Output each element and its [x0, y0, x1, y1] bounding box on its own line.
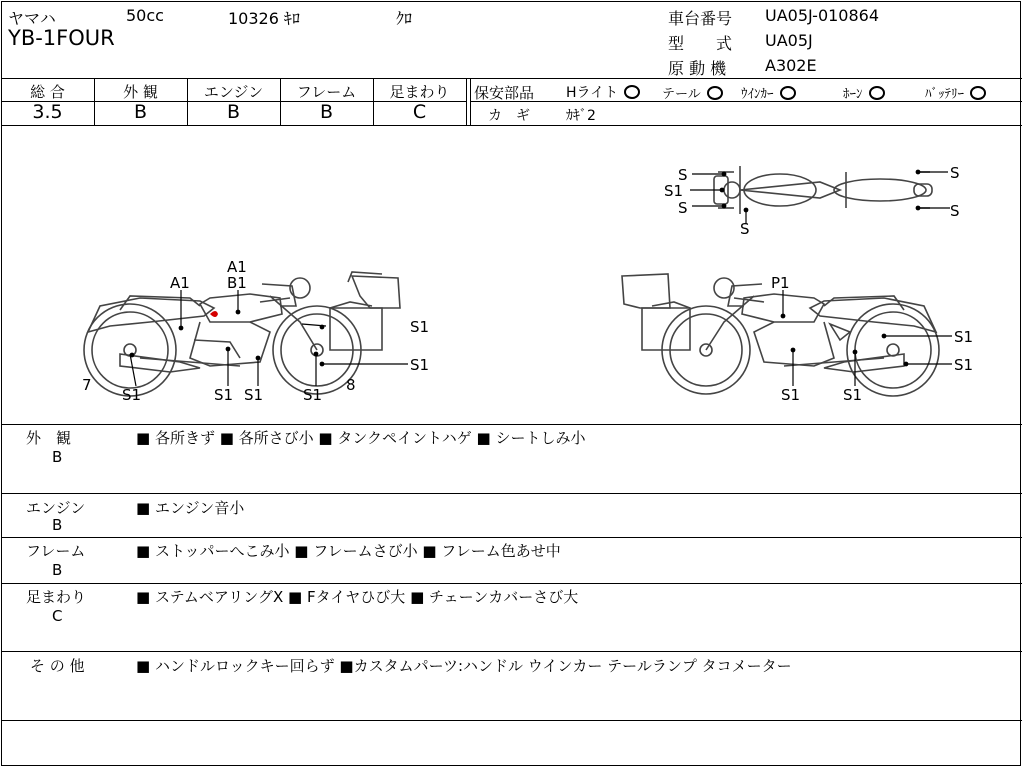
remark-frame-label: フレーム: [26, 542, 86, 560]
label-s1: S1: [214, 386, 234, 404]
remark-engine-grade: B: [52, 516, 63, 534]
remark-engine-label: エンジン: [26, 499, 86, 517]
remark-other-label: そ の 他: [30, 657, 85, 675]
safety-parts-label: 保安部品: [474, 84, 535, 102]
safety-item-label: ﾊﾞｯﾃﾘｰ: [925, 87, 964, 102]
ok-circle-icon: [780, 86, 796, 100]
engine-model-label: 原 動 機: [668, 59, 727, 78]
label-7: 7: [82, 376, 92, 394]
label-b1: B1: [227, 274, 247, 292]
remark-frame-text: ■ ストッパーへこみ小 ■ フレームさび小 ■ フレーム色あせ中: [136, 542, 561, 560]
model-name: YB-1FOUR: [8, 26, 115, 50]
label-s1: S1: [303, 386, 323, 404]
label-a1: A1: [227, 258, 247, 276]
label-s: S: [678, 199, 688, 217]
label-s: S: [950, 202, 960, 220]
safety-item-label: Hライト: [566, 85, 619, 101]
label-s1: S1: [954, 356, 974, 374]
frame-grade-value: B: [319, 101, 334, 123]
maker: ヤマハ: [8, 9, 56, 28]
divider: [1, 493, 1022, 494]
exterior-label: 外 観: [123, 83, 158, 101]
label-a1: A1: [170, 274, 190, 292]
chassis-label: 車台番号: [668, 9, 733, 28]
divider: [1, 424, 1022, 425]
ok-circle-icon: [869, 86, 885, 100]
remark-suspension-grade: C: [52, 607, 63, 625]
engine-grade-value: B: [226, 101, 241, 123]
label-s1: S1: [410, 318, 430, 336]
right-leaders: [783, 290, 952, 386]
label-s: S: [950, 164, 960, 182]
remark-exterior-grade: B: [52, 448, 63, 466]
mileage: 10326 ｷﾛ: [228, 9, 300, 28]
safety-item-label: テール: [662, 87, 701, 102]
overall-value: 3.5: [32, 101, 63, 123]
ok-circle-icon: [624, 85, 640, 99]
engine-model-value: A302E: [765, 56, 817, 75]
bike-right-view: [622, 274, 939, 396]
label-s1: S1: [244, 386, 264, 404]
remark-exterior-text: ■ 各所きず ■ 各所さび小 ■ タンクペイントハゲ ■ シートしみ小: [136, 429, 586, 447]
engine-grade-label: エンジン: [203, 83, 264, 101]
displacement: 50cc: [126, 6, 164, 25]
divider: [1, 651, 1022, 652]
ok-circle-icon: [707, 86, 723, 100]
remark-suspension-label: 足まわり: [26, 588, 87, 606]
bike-top-view: [714, 166, 932, 214]
suspension-grade-label: 足まわり: [389, 83, 450, 101]
label-s: S: [678, 166, 688, 184]
suspension-grade-value: C: [412, 101, 427, 123]
key-label: カ ギ: [488, 108, 530, 124]
safety-item-tail: [662, 83, 723, 102]
divider: [1, 720, 1022, 721]
key-value: ｶｷﾞ2: [566, 108, 596, 124]
remark-suspension-text: ■ ステムベアリングX ■ Fタイヤひび大 ■ チェーンカバーさび大: [136, 588, 579, 606]
ok-circle-icon: [970, 86, 986, 100]
type-value: UA05J: [765, 31, 813, 50]
safety-item-winker: [741, 83, 796, 102]
body-color: ｸﾛ: [396, 9, 413, 28]
divider: [1, 537, 1022, 538]
safety-item-battery: [925, 83, 986, 102]
label-s1: S1: [843, 386, 863, 404]
overall-label: 総 合: [30, 83, 65, 101]
frame-grade-label: フレーム: [296, 83, 357, 101]
label-s1: S1: [664, 182, 684, 200]
chassis-value: UA05J-010864: [765, 6, 880, 25]
label-s1: S1: [781, 386, 801, 404]
damage-diagram: [0, 126, 1024, 424]
divider: [1, 583, 1022, 584]
exterior-value: B: [133, 101, 148, 123]
label-s1: S1: [122, 386, 142, 404]
remark-other-text: ■ ハンドルロックキー回らず ■カスタムパーツ:ハンドル ウインカー テールランプ タコメーター: [136, 657, 792, 675]
safety-item-horn: [843, 83, 885, 102]
remark-frame-grade: B: [52, 561, 63, 579]
divider: [1, 78, 1022, 79]
label-s: S: [740, 220, 750, 238]
safety-item-headlight: [566, 82, 640, 102]
label-s1: S1: [954, 328, 974, 346]
remark-engine-text: ■ エンジン音小: [136, 499, 245, 517]
label-8: 8: [346, 376, 356, 394]
type-label: 型 式: [668, 34, 733, 53]
safety-item-label: ｳｲﾝｶｰ: [741, 87, 774, 102]
damage-mark-red: [210, 311, 218, 317]
label-s1: S1: [410, 356, 430, 374]
label-p1: P1: [771, 274, 790, 292]
remark-exterior-label: 外 観: [26, 429, 72, 447]
safety-item-label: ﾎｰﾝ: [843, 87, 863, 102]
